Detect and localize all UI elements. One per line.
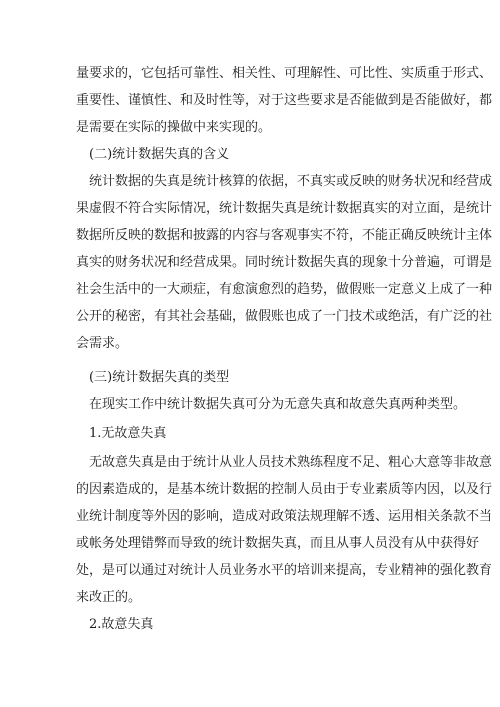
- paragraph-line: 公开的秘密，有其社会基础，做假账也成了一门技术或绝活，有广泛的社: [76, 309, 493, 324]
- paragraph-line: 社会生活中的一大顽症，有愈演愈烈的趋势，做假账一定意义上成了一种: [76, 282, 493, 297]
- paragraph-line: 来改正的。: [76, 590, 142, 605]
- paragraph-line: 是需要在实际的操做中来实现的。: [76, 120, 272, 135]
- paragraph-line: 或帐务处理错弊而导致的统计数据失真，而且从事人员没有从中获得好: [76, 536, 480, 551]
- section-heading: (三)统计数据失真的类型: [89, 370, 230, 385]
- paragraph-line: 重要性、谨慎性、和及时性等，对于这些要求是否能做到是否能做好，都: [76, 93, 493, 108]
- paragraph-line: 在现实工作中统计数据失真可分为无意失真和故意失真两种类型。: [89, 397, 467, 412]
- paragraph-line: 统计数据的失真是统计核算的依据，不真实或反映的财务状况和经营成: [89, 174, 493, 189]
- subsection-heading: 2.故意失真: [89, 617, 154, 632]
- paragraph-line: 果虚假不符合实际情况，统计数据失真是统计数据真实的对立面，是统计: [76, 201, 493, 216]
- paragraph-line: 真实的财务状况和经营成果。同时统计数据失真的现象十分普遍，可谓是: [76, 255, 493, 270]
- paragraph-line: 会需求。: [76, 336, 129, 351]
- paragraph-line: 业统计制度等外因的影响，造成对政策法规理解不透、运用相关条款不当: [76, 509, 493, 524]
- subsection-heading: 1.无故意失真: [89, 426, 167, 441]
- paragraph-line: 无故意失真是由于统计从业人员技术熟练程度不足、粗心大意等非故意: [89, 455, 493, 470]
- paragraph-line: 数据所反映的数据和披露的内容与客观事实不符，不能正确反映统计主体: [76, 228, 493, 243]
- paragraph-line: 量要求的，它包括可靠性、相关性、可理解性、可比性、实质重于形式、: [76, 66, 493, 81]
- section-heading: (二)统计数据失真的含义: [89, 147, 230, 162]
- paragraph-line: 处，是可以通过对统计人员业务水平的培训来提高，专业精神的强化教育: [76, 563, 493, 578]
- paragraph-line: 的因素造成的，是基本统计数据的控制人员由于专业素质等内因，以及行: [76, 482, 493, 497]
